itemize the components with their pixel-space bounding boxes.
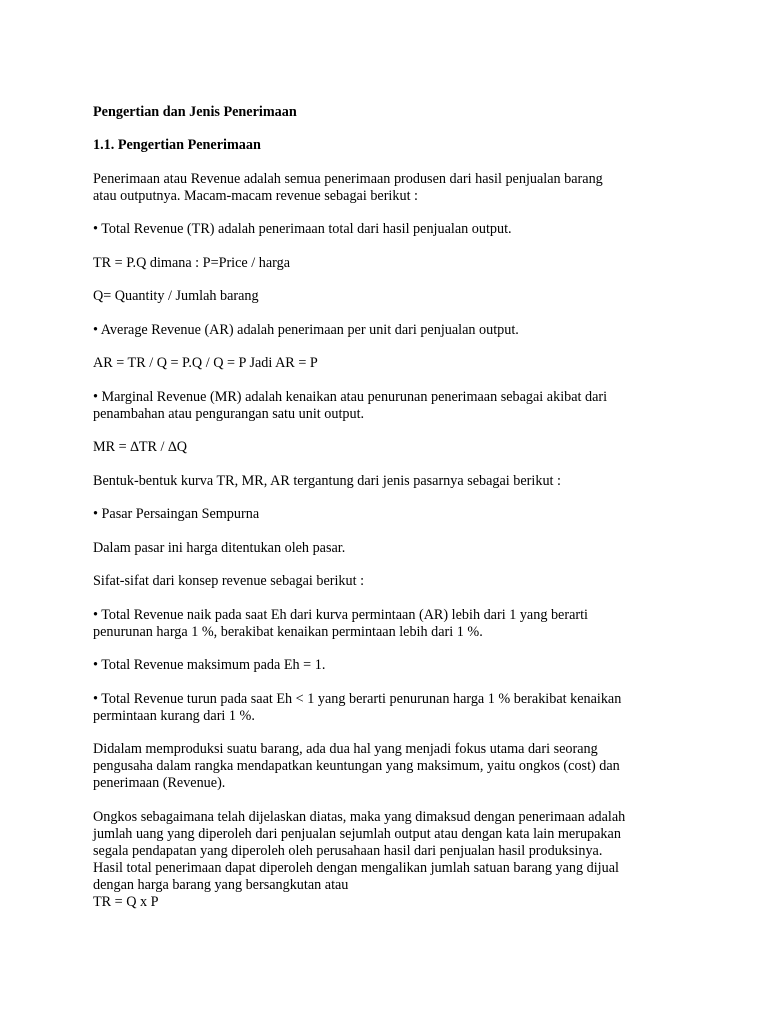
paragraph [93,741,683,792]
paragraph [93,657,683,674]
text-line: • Average Revenue (AR) adalah penerimaan per unit dari penjualan output. [93,321,519,338]
text-line: Sifat-sifat dari konsep revenue sebagai berikut : [93,573,365,589]
text-line: penerimaan (Revenue). [93,775,226,791]
text-line: TR = P.Q dimana : P=Price / harga [93,254,291,271]
text-line: jumlah uang yang diperoleh dari penjualan sejumlah output atau dengan kata lain merupakan [93,825,621,842]
paragraph [93,389,683,423]
text-line: • Total Revenue maksimum pada Eh = 1. [93,657,326,673]
text-line: • Total Revenue turun pada saat Eh < 1 yang berarti penurunan harga 1 % berakibat kenaikan [93,690,622,707]
section-heading: 1.1. Pengertian Penerimaan [93,137,261,153]
paragraph [93,607,683,641]
text-line: • Marginal Revenue (MR) adalah kenaikan atau penurunan penerimaan sebagai akibat dari [93,388,608,405]
paragraph [93,473,683,490]
text-line: Dalam pasar ini harga ditentukan oleh pasar. [93,539,346,556]
paragraph [93,540,683,557]
paragraph [93,691,683,725]
text-line: • Total Revenue (TR) adalah penerimaan total dari hasil penjualan output. [93,221,512,237]
text-line: MR = ∆TR / ∆Q [93,439,187,455]
paragraph [93,506,683,523]
text-line: pengusaha dalam rangka mendapatkan keuntungan yang maksimum, yaitu ongkos (cost) dan [93,758,620,774]
paragraph [93,355,683,372]
text-line: Bentuk-bentuk kurva TR, MR, AR tergantung dari jenis pasarnya sebagai berikut : [93,472,561,489]
paragraph [93,573,683,590]
paragraph [93,439,683,456]
text-line: Ongkos sebagaimana telah dijelaskan diatas, maka yang dimaksud dengan penerimaan adalah [93,808,626,825]
paragraph [93,255,683,272]
text-line: Didalam memproduksi suatu barang, ada dua hal yang menjadi fokus utama dari seorang [93,741,598,757]
text-line: Penerimaan atau Revenue adalah semua penerimaan produsen dari hasil penjualan barang [93,170,603,187]
text-line: permintaan kurang dari 1 %. [93,707,255,724]
paragraph-list [93,171,683,911]
text-line: penambahan atau pengurangan satu unit output. [93,405,365,422]
paragraph [93,171,683,205]
document-body [93,104,683,911]
text-line: • Pasar Persaingan Sempurna [93,506,260,522]
text-line: segala pendapatan yang diperoleh oleh perusahaan hasil dari penjualan hasil produksinya. [93,842,603,859]
document-title: Pengertian dan Jenis Penerimaan [93,104,297,120]
paragraph [93,288,683,305]
text-line: penurunan harga 1 %, berakibat kenaikan permintaan lebih dari 1 %. [93,623,483,640]
text-line: TR = Q x P [93,893,159,910]
paragraph [93,809,683,911]
paragraph [93,322,683,339]
text-line: • Total Revenue naik pada saat Eh dari kurva permintaan (AR) lebih dari 1 yang berarti [93,606,588,623]
text-line: dengan harga barang yang bersangkutan atau [93,876,349,893]
text-line: Hasil total penerimaan dapat diperoleh dengan mengalikan jumlah satuan barang yang dijual [93,859,619,876]
text-line: Q= Quantity / Jumlah barang [93,288,259,304]
text-line: AR = TR / Q = P.Q / Q = P Jadi AR = P [93,355,318,371]
paragraph [93,221,683,238]
text-line: atau outputnya. Macam-macam revenue sebagai berikut : [93,187,418,204]
